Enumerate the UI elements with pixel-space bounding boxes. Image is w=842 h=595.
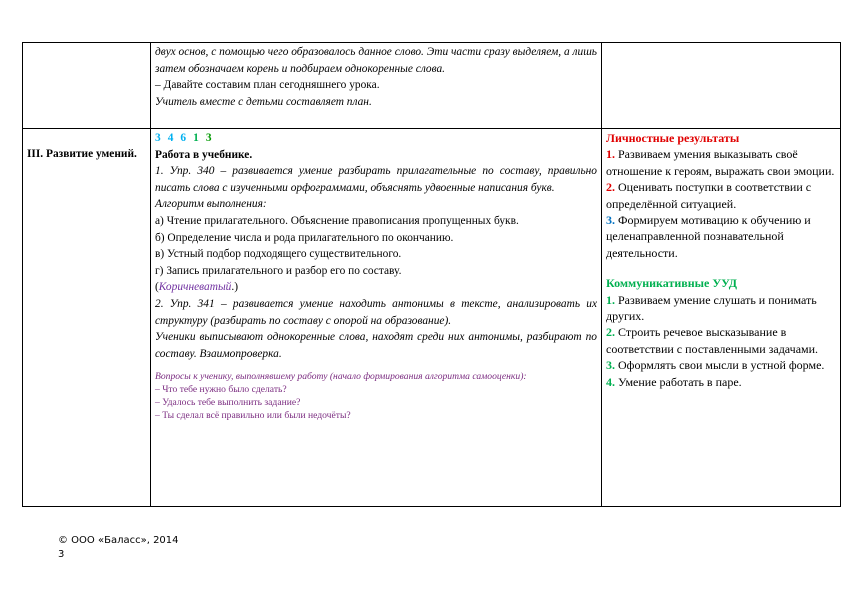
question-item: – Что тебе нужно было сделать?: [155, 384, 287, 396]
exercise-1: 1. Упр. 340 – развивается умение разбирать прилагательные по составу, правильно писать слова с изученными орфограммами, объяснять удвоенные написания букв.: [155, 165, 597, 194]
students-activity: Ученики выписывают однокоренные слова, находят среди них антонимы, разбирают по составу. Взаимопроверка.: [155, 331, 597, 360]
number-label: 3: [155, 132, 161, 144]
plan-note: Учитель вместе с детьми составляет план.: [155, 95, 372, 108]
intro-text: двух основ, с помощью чего образовалось данное слово. Эти части сразу выделяем, а лишь затем обозначаем корень и подбираем однокоренные слова.: [155, 46, 597, 75]
list-item: 2. Оценивать поступки в соответствии с определённой ситуацией.: [606, 180, 812, 211]
number-label: 3: [205, 132, 212, 144]
questions-title: Вопросы к ученику, выполнявшему работу (начало формирования алгоритма самооценки):: [155, 371, 527, 383]
question-item: – Удалось тебе выполнить задание?: [155, 397, 301, 409]
comm-results-title: Коммуникативные УУД: [606, 276, 738, 291]
questions-block: [155, 370, 597, 422]
stage-title: III. Развитие умений.: [27, 148, 137, 160]
algorithm-step-a: а) Чтение прилагательного. Объяснение правописания пропущенных букв.: [155, 214, 519, 227]
list-item: 1. Развиваем умение слушать и понимать других.: [606, 292, 817, 324]
number-label: 1: [193, 132, 199, 144]
personal-results-title: Личностные результаты: [606, 131, 740, 145]
list-item: 2. Строить речевое высказывание в соответствии с поставленными задачами.: [606, 325, 819, 356]
lesson-table: [22, 42, 841, 507]
algorithm-step-b: б) Определение числа и рода прилагательного по окончанию.: [155, 231, 454, 244]
example-word-text: Коричневатый: [158, 281, 232, 294]
plan-prompt: – Давайте составим план сегодняшнего урока.: [155, 79, 380, 92]
list-item: 3. Формируем мотивацию к обучению и целенаправленной познавательной деятельности.: [606, 213, 811, 260]
algorithm-title: Алгоритм выполнения:: [155, 198, 267, 211]
table-row: [23, 43, 841, 129]
list-item: 4. Умение работать в паре.: [606, 374, 742, 389]
results-cell-empty: [602, 43, 841, 129]
stage-cell-empty: [23, 43, 151, 129]
results-cell: [602, 129, 841, 507]
algorithm-step-d: г) Запись прилагательного и разбор его по составу.: [155, 264, 402, 277]
work-heading: Работа в учебнике.: [155, 148, 253, 161]
example-word: [155, 279, 597, 296]
table-row: [23, 129, 841, 507]
algorithm-step-c: в) Устный подбор подходящего существительного.: [155, 248, 402, 261]
copyright: © ООО «Баласс», 2014: [58, 535, 179, 546]
exercise-numbers: [155, 130, 597, 147]
list-item: 1. Развиваем умения выказывать своё отношение к героям, выражать свои эмоции.: [606, 147, 835, 178]
number-label: 4: [167, 132, 174, 144]
exercise-2: 2. Упр. 341 – развивается умение находить антонимы в тексте, анализировать их структуру (разбирать по составу с опорой на образование).: [155, 297, 597, 327]
page-footer: [58, 534, 179, 562]
number-label: 6: [180, 132, 187, 144]
question-item: – Ты сделал всё правильно или были недочёты?: [155, 410, 351, 422]
paren-close: .): [231, 281, 239, 294]
paren-open: (: [155, 281, 159, 294]
content-cell: [151, 129, 602, 507]
stage-cell: [23, 129, 151, 507]
content-cell-top: [151, 43, 602, 129]
page-number: 3: [58, 549, 65, 560]
list-item: 3. Оформлять свои мысли в устной форме.: [606, 358, 825, 373]
